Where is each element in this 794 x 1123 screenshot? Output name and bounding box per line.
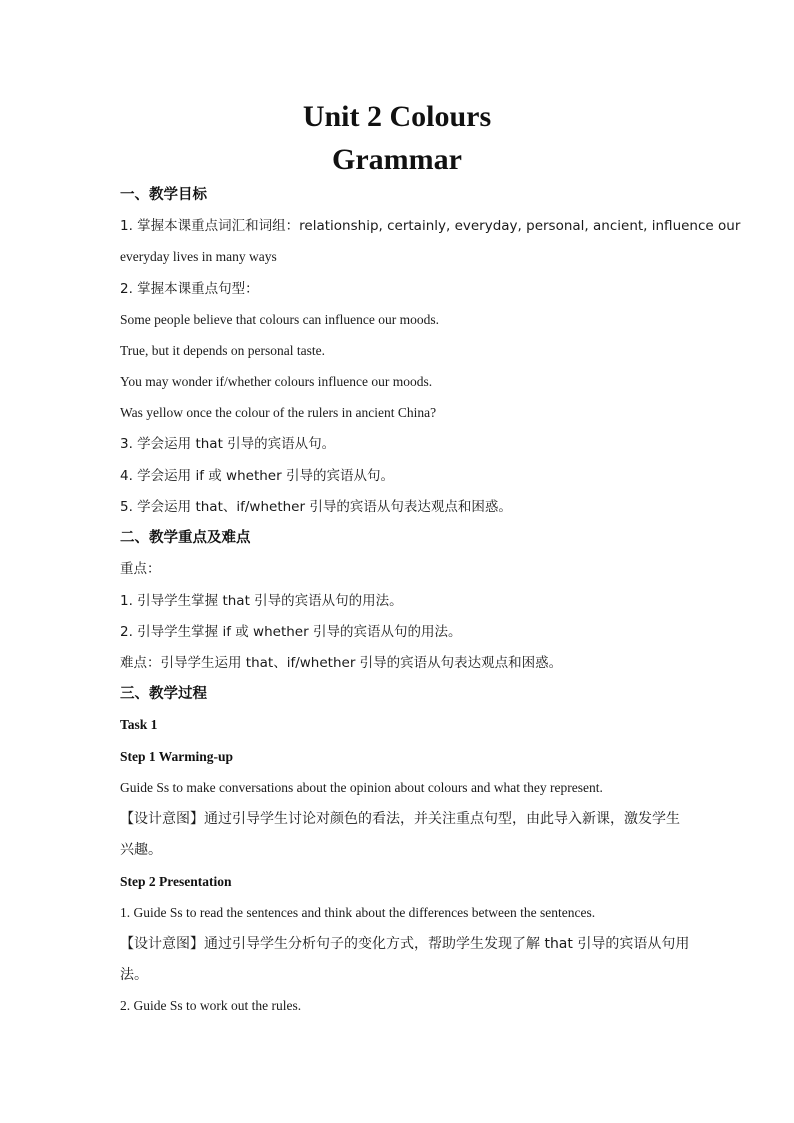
objective-item-4: 4. 学会运用 if 或 whether 引导的宾语从句。 [120,468,394,484]
objective-item-5: 5. 学会运用 that、if/whether 引导的宾语从句表达观点和困惑。 [120,499,512,515]
task-label: Task 1 [120,717,158,732]
step-2-text-1: 1. Guide Ss to read the sentences and think about the differences between the sentences. [120,905,596,920]
objective-item-1-continued: everyday lives in many ways [120,249,277,264]
objective-item-1: 1. 掌握本课重点词汇和词组：relationship, certainly, everyday, personal, ancient, influence our [120,218,741,234]
step-1-design-intent: 【设计意图】通过引导学生讨论对颜色的看法，并关注重点句型，由此导入新课，激发学生 [120,811,680,827]
document-subtitle: Grammar [332,143,462,176]
key-point-2: 2. 引导学生掌握 if 或 whether 引导的宾语从句的用法。 [120,624,462,640]
step-2-design-intent: 【设计意图】通过引导学生分析句子的变化方式，帮助学生发现了解 that 引导的宾语从句用 [120,936,690,952]
key-points-label: 重点： [120,561,161,577]
step-2-text-2: 2. Guide Ss to work out the rules. [120,998,302,1013]
key-sentence: True, but it depends on personal taste. [120,343,325,358]
step-2-title: Step 2 Presentation [120,874,232,889]
document-title: Unit 2 Colours [302,100,492,133]
key-sentence: You may wonder if/whether colours influence our moods. [120,374,433,389]
objective-item-3: 3. 学会运用 that 引导的宾语从句。 [120,436,336,452]
step-1-title: Step 1 Warming-up [120,749,234,764]
step-2-design-intent-continued: 法。 [120,967,148,983]
objective-item-2: 2. 掌握本课重点句型： [120,281,259,297]
section-heading-objectives: 一、教学目标 [120,187,207,203]
difficulty-point: 难点：引导学生运用 that、if/whether 引导的宾语从句表达观点和困惑。 [120,655,563,671]
key-point-1: 1. 引导学生掌握 that 引导的宾语从句的用法。 [120,593,403,609]
step-1-text: Guide Ss to make conversations about the opinion about colours and what they represent. [120,780,603,795]
step-1-design-intent-continued: 兴趣。 [120,842,162,858]
key-sentence: Was yellow once the colour of the rulers in ancient China? [120,405,437,420]
section-heading-key-points: 二、教学重点及难点 [120,530,251,546]
section-heading-process: 三、教学过程 [120,686,207,702]
key-sentence: Some people believe that colours can influence our moods. [120,312,440,327]
